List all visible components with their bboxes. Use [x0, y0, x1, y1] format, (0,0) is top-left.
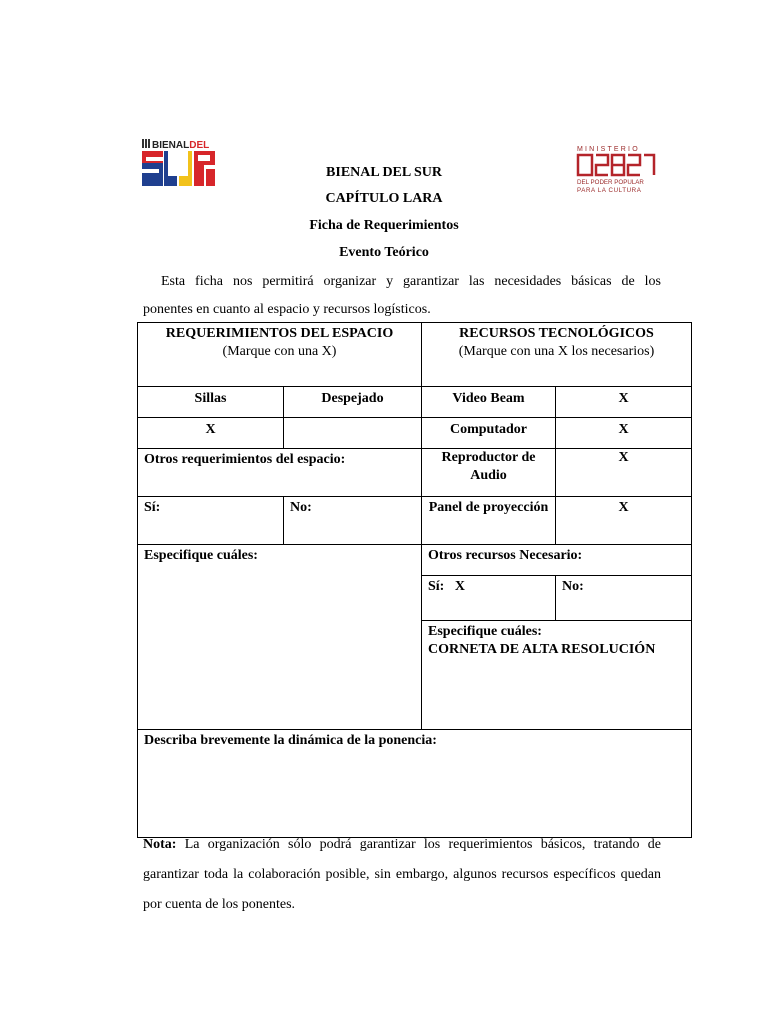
tech-no-label: No:: [562, 579, 584, 594]
other-space-requirements-label: Otros requerimientos del espacio:: [138, 449, 422, 497]
tech-yes-mark: X: [454, 579, 465, 594]
clear-space-mark[interactable]: [284, 418, 422, 449]
tech-item-label: Reproductor de Audio: [422, 449, 556, 497]
tech-resources-subtitle: (Marque con una X los necesarios): [458, 344, 655, 359]
space-specify-field[interactable]: [138, 545, 422, 730]
ministerio-logo-line1: DEL PODER POPULAR: [577, 179, 644, 186]
space-specify-label: Especifique cuáles:: [144, 548, 258, 563]
clear-space-label: Despejado: [284, 387, 422, 418]
event-type: Evento Teórico: [339, 245, 429, 260]
tech-item-mark[interactable]: X: [556, 418, 692, 449]
tech-resources-header: [422, 323, 692, 387]
tech-specify-label: Especifique cuáles:: [428, 624, 542, 639]
dynamics-field[interactable]: [138, 730, 692, 838]
event-title: BIENAL DEL SUR: [326, 165, 442, 180]
space-requirements-subtitle: (Marque con una X): [222, 344, 337, 359]
tech-specify-field[interactable]: [422, 621, 692, 730]
ministerio-logo-line2: PARA LA CULTURA: [577, 187, 642, 194]
space-requirements-title: REQUERIMIENTOS DEL ESPACIO: [165, 326, 394, 341]
tech-item-label: Computador: [422, 418, 556, 449]
space-yes-label[interactable]: Sí:: [138, 497, 284, 545]
tech-item-label: Video Beam: [422, 387, 556, 418]
requirements-table: [137, 322, 692, 838]
bienal-logo-word: BIENALDEL: [152, 140, 210, 151]
tech-yes-label: Sí:: [428, 579, 445, 594]
note-paragraph: [143, 830, 661, 920]
note-text: La organización sólo podrá garantizar los requerimientos básicos, tratando de garantizar toda la colaboración posible, sin embargo, algunos recursos específicos quedan por cuenta de los ponentes.: [143, 837, 661, 912]
tech-specify-value: CORNETA DE ALTA RESOLUCIÓN: [428, 642, 656, 657]
tech-item-label: Panel de proyección: [422, 497, 556, 545]
tech-item-mark[interactable]: X: [556, 449, 692, 497]
form-title: Ficha de Requerimientos: [309, 218, 459, 233]
tech-item-mark[interactable]: X: [556, 497, 692, 545]
ministerio-logo-word: MINISTERIO: [577, 146, 640, 153]
tech-yes-field[interactable]: [422, 576, 556, 621]
chairs-label: Sillas: [138, 387, 284, 418]
tech-resources-title: RECURSOS TECNOLÓGICOS: [459, 326, 654, 341]
tech-item-mark[interactable]: X: [556, 387, 692, 418]
other-resources-label: Otros recursos Necesario:: [422, 545, 692, 576]
dynamics-label: Describa brevemente la dinámica de la ponencia:: [144, 733, 437, 748]
chairs-mark[interactable]: X: [138, 418, 284, 449]
chapter-title: CAPÍTULO LARA: [325, 191, 443, 206]
intro-line-1: Esta ficha nos permitirá organizar y garantizar las necesidades básicas de los: [161, 274, 661, 289]
intro-paragraph: [143, 268, 661, 324]
bienal-logo-stripes: [142, 139, 150, 148]
space-requirements-header: [138, 323, 422, 387]
intro-line-2: ponentes en cuanto al espacio y recursos logísticos.: [143, 302, 431, 317]
note-label: Nota:: [143, 837, 177, 852]
tech-no-field[interactable]: [556, 576, 692, 621]
space-no-label[interactable]: No:: [284, 497, 422, 545]
